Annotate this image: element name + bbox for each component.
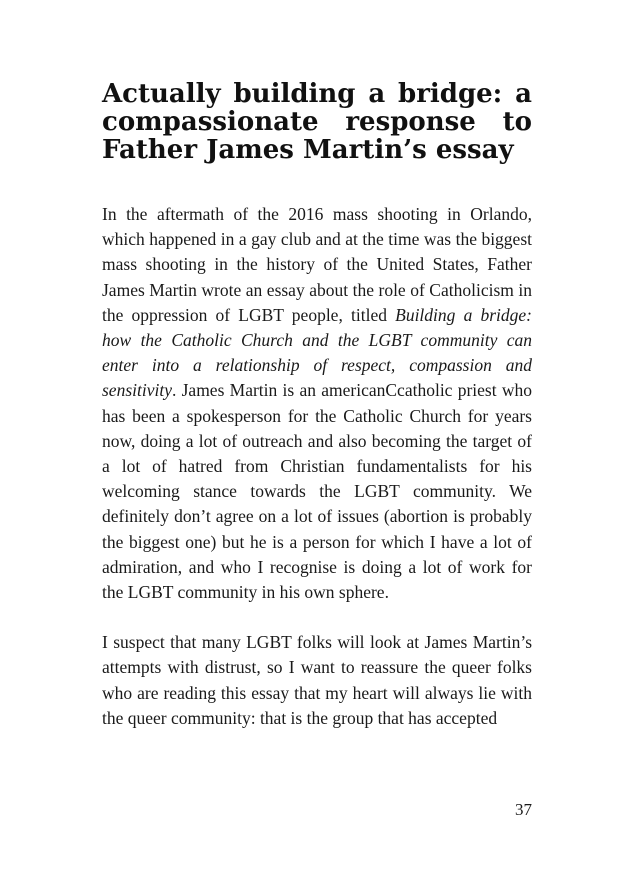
paragraph-2: I suspect that many LGBT folks will look at James Martin’s attempts with distrust, so I want to reassure the queer folks who are reading this essay that my heart will always lie with the queer community: that is the group that has accepted bbox=[102, 632, 532, 728]
essay-body bbox=[102, 202, 532, 731]
essay-title: Actually building a bridge: a compassionate response to Father James Martin’s essay bbox=[102, 79, 532, 165]
paragraph-1-lead: In the aftermath of the 2016 mass shooting in Orlando, which happened in a gay club and at the time was the biggest mass shooting in the history of the United States, Father James Martin wrote an essay about the role of Catholicism in the oppression of LGBT people, titled bbox=[102, 204, 532, 325]
paragraph-1-rest: . James Martin is an americanCcatholic priest who has been a spokesperson for the Catholic Church for years now, doing a lot of outreach and also becoming the target of a lot of hatred from Christian fundamentalists for his welcoming stance towards the LGBT community. We definitely don’t agree on a lot of issues (abortion is probably the biggest one) but he is a person for which I have a lot of admiration, and who I recognise is doing a lot of work for the LGBT community in his own sphere. bbox=[102, 380, 532, 603]
paragraph-1 bbox=[102, 202, 532, 605]
paragraph-gap bbox=[102, 605, 532, 630]
page-number: 37 bbox=[515, 800, 532, 819]
cited-essay-title: Building a bridge: how the Catholic Church and the LGBT community can enter into a relationship of respect, compassion and sensitivity bbox=[102, 304, 532, 401]
